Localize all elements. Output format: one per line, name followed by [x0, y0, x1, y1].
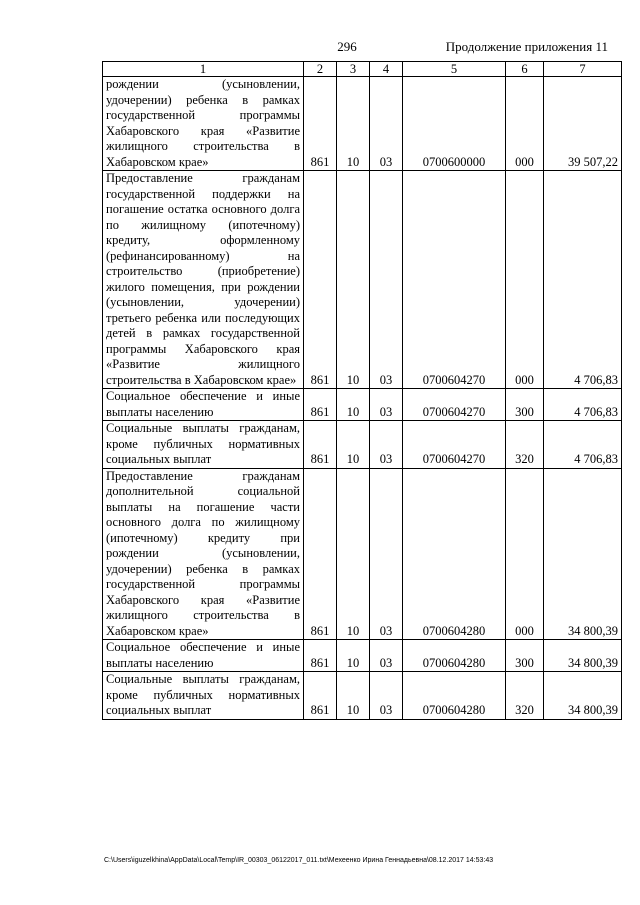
target-article-cell: 0700604280 [403, 468, 506, 640]
table-row [103, 77, 622, 171]
footer-file-path: C:\Users\iguzelkhina\AppData\Local\Temp\IR_00303_06122017_011.txt\Мехеенко Ирина Геннадьевна\08.12.2017 14:53:43 [104, 857, 494, 864]
expense-type-cell: 320 [506, 421, 544, 469]
table-header-row [103, 62, 622, 77]
ministry-code-cell: 861 [304, 421, 337, 469]
section-code-cell: 10 [337, 171, 370, 389]
section-code-cell: 10 [337, 389, 370, 421]
target-article-cell: 0700604280 [403, 672, 506, 720]
section-code-cell: 10 [337, 672, 370, 720]
section-code-cell: 10 [337, 640, 370, 672]
subsection-code-cell: 03 [370, 672, 403, 720]
target-article-cell: 0700604280 [403, 640, 506, 672]
ministry-code-cell: 861 [304, 77, 337, 171]
expense-type-cell: 000 [506, 77, 544, 171]
column-header: 2 [304, 62, 337, 77]
amount-cell: 39 507,22 [544, 77, 622, 171]
expense-type-cell: 300 [506, 640, 544, 672]
subsection-code-cell: 03 [370, 77, 403, 171]
table-row [103, 421, 622, 469]
column-header: 6 [506, 62, 544, 77]
ministry-code-cell: 861 [304, 171, 337, 389]
page-number: 296 [337, 39, 357, 54]
expense-name-cell: Социальное обеспечение и иные выплаты населению [103, 640, 304, 672]
ministry-code-cell: 861 [304, 672, 337, 720]
column-header: 4 [370, 62, 403, 77]
expense-type-cell: 320 [506, 672, 544, 720]
ministry-code-cell: 861 [304, 389, 337, 421]
column-header: 7 [544, 62, 622, 77]
column-header: 5 [403, 62, 506, 77]
subsection-code-cell: 03 [370, 468, 403, 640]
expense-name-cell: Социальные выплаты гражданам, кроме публичных нормативных социальных выплат [103, 672, 304, 720]
expense-name-cell: Предоставление гражданам дополнительной социальной выплаты на погашение части основного долга по жилищному (ипотечному) кредиту при рождении (усыновлении, удочерении) ребенка в рамках государственной программы Хабаровского края «Развитие жилищного строительства в Хабаровском крае» [103, 468, 304, 640]
target-article-cell: 0700600000 [403, 77, 506, 171]
amount-cell: 34 800,39 [544, 672, 622, 720]
amount-cell: 4 706,83 [544, 171, 622, 389]
ministry-code-cell: 861 [304, 640, 337, 672]
amount-cell: 4 706,83 [544, 421, 622, 469]
appendix-continuation-title: Продолжение приложения 11 [445, 39, 608, 54]
amount-cell: 4 706,83 [544, 389, 622, 421]
expense-name-cell: Предоставление гражданам государственной поддержки на погашение остатка основного долга по жилищному (ипотечному) кредиту, оформленному (рефинансированному) на строительство (приобретение) жилого помещения, при рождении (усыновлении, удочерении) третьего ребенка или последующих детей в рамках государственной программы Хабаровского края «Развитие жилищного строительства в Хабаровском крае» [103, 171, 304, 389]
expense-type-cell: 000 [506, 171, 544, 389]
subsection-code-cell: 03 [370, 421, 403, 469]
table-row [103, 171, 622, 389]
expense-type-cell: 300 [506, 389, 544, 421]
expense-type-cell: 000 [506, 468, 544, 640]
amount-cell: 34 800,39 [544, 468, 622, 640]
ministry-code-cell: 861 [304, 468, 337, 640]
subsection-code-cell: 03 [370, 171, 403, 389]
expense-name-cell: Социальные выплаты гражданам, кроме публичных нормативных социальных выплат [103, 421, 304, 469]
section-code-cell: 10 [337, 421, 370, 469]
subsection-code-cell: 03 [370, 640, 403, 672]
subsection-code-cell: 03 [370, 389, 403, 421]
target-article-cell: 0700604270 [403, 171, 506, 389]
amount-cell: 34 800,39 [544, 640, 622, 672]
column-header: 1 [103, 62, 304, 77]
table-row [103, 468, 622, 640]
target-article-cell: 0700604270 [403, 421, 506, 469]
section-code-cell: 10 [337, 468, 370, 640]
table-row [103, 389, 622, 421]
expense-name-cell: Социальное обеспечение и иные выплаты населению [103, 389, 304, 421]
column-header: 3 [337, 62, 370, 77]
budget-table [102, 61, 622, 720]
target-article-cell: 0700604270 [403, 389, 506, 421]
table-row [103, 672, 622, 720]
table-row [103, 640, 622, 672]
section-code-cell: 10 [337, 77, 370, 171]
expense-name-cell: рождении (усыновлении, удочерении) ребенка в рамках государственной программы Хабаровского края «Развитие жилищного строительства в Хабаровском крае» [103, 77, 304, 171]
